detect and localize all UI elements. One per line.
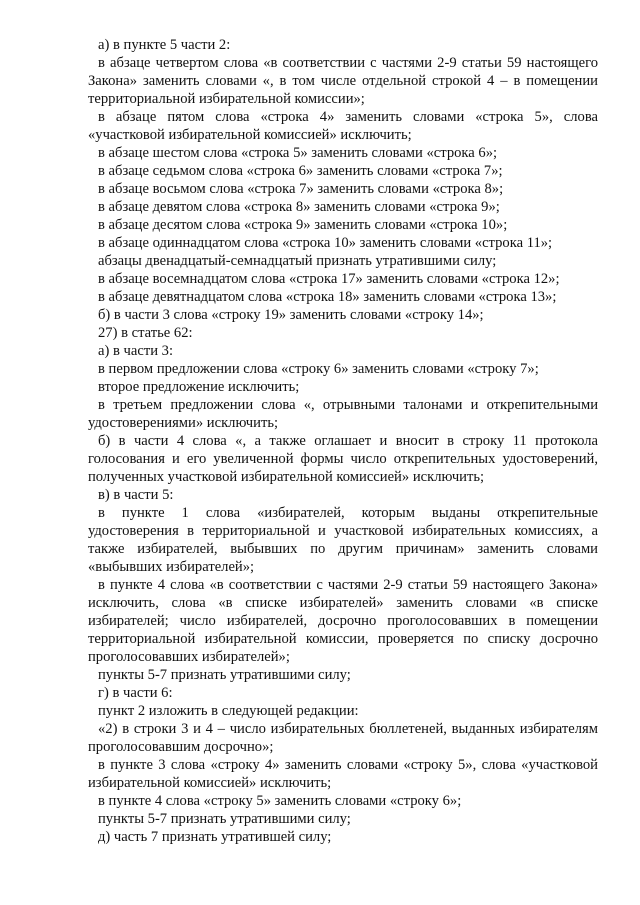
paragraph-9: в абзаце одиннадцатом слова «строка 10» заменить словами «строка 11»;: [98, 235, 553, 251]
paragraph-16: в первом предложении слова «строку 6» заменить словами «строку 7»;: [98, 361, 539, 377]
paragraph-12: в абзаце девятнадцатом слова «строка 18» заменить словами «строка 13»;: [98, 289, 557, 305]
paragraph-26: «2) в строки 3 и 4 – число избирательных бюллетеней, выданных избирателям проголосовавшим досрочно»;: [88, 721, 598, 755]
paragraph-2: в абзаце четвертом слова «в соответствии с частями 2-9 статьи 59 настоящего Закона» заменить словами «, в том числе отдельной строкой 4 – в помещении территориальной избирательной комиссии»;: [88, 55, 598, 107]
paragraph-19: б) в части 4 слова «, а также оглашает и вносит в строку 11 протокола голосования и его увеличенной формы число открепительных удостоверений, полученных участковой избирательной комиссией» исключить;: [88, 433, 598, 485]
paragraph-7: в абзаце девятом слова «строка 8» заменить словами «строка 9»;: [98, 199, 500, 215]
paragraph-8: в абзаце десятом слова «строка 9» заменить словами «строка 10»;: [98, 217, 508, 233]
paragraph-29: пункты 5-7 признать утратившими силу;: [98, 811, 351, 827]
paragraph-5: в абзаце седьмом слова «строка 6» заменить словами «строка 7»;: [98, 163, 503, 179]
paragraph-23: пункты 5-7 признать утратившими силу;: [98, 667, 351, 683]
paragraph-15: а) в части 3:: [98, 343, 174, 359]
paragraph-22: в пункте 4 слова «в соответствии с частями 2-9 статьи 59 настоящего Закона» исключить, слова «в списке избирателей» заменить словами «в списке избирателей; число избирателей, досрочно проголосовавших в помещении территориальной избирательной комиссии, проверяется по списку досрочно проголосовавших избирателей»;: [88, 577, 598, 665]
paragraph-27: в пункте 3 слова «строку 4» заменить словами «строку 5», слова «участковой избирательной комиссией» исключить;: [88, 757, 598, 791]
paragraph-1: а) в пункте 5 части 2:: [98, 37, 231, 53]
paragraph-17: второе предложение исключить;: [98, 379, 300, 395]
document-body: [88, 36, 598, 846]
paragraph-24: г) в части 6:: [98, 685, 173, 701]
paragraph-13: б) в части 3 слова «строку 19» заменить словами «строку 14»;: [98, 307, 484, 323]
paragraph-3: в абзаце пятом слова «строка 4» заменить словами «строка 5», слова «участковой избирательной комиссией» исключить;: [88, 109, 598, 143]
paragraph-6: в абзаце восьмом слова «строка 7» заменить словами «строка 8»;: [98, 181, 504, 197]
paragraph-21: в пункте 1 слова «избирателей, которым выданы открепительные удостоверения в территориальной и участковой избирательных комиссиях, а также избирателей, выбывших по другим причинам» заменить словами «выбывших избирателей»;: [88, 505, 598, 575]
paragraph-4: в абзаце шестом слова «строка 5» заменить словами «строка 6»;: [98, 145, 498, 161]
paragraph-30: д) часть 7 признать утратившей силу;: [98, 829, 332, 845]
paragraph-28: в пункте 4 слова «строку 5» заменить словами «строку 6»;: [98, 793, 462, 809]
paragraph-18: в третьем предложении слова «, отрывными талонами и открепительными удостоверениями» исключить;: [88, 397, 598, 431]
paragraph-10: абзацы двенадцатый-семнадцатый признать утратившими силу;: [98, 253, 497, 269]
paragraph-11: в абзаце восемнадцатом слова «строка 17» заменить словами «строка 12»;: [98, 271, 560, 287]
paragraph-25: пункт 2 изложить в следующей редакции:: [98, 703, 359, 719]
paragraph-14: 27) в статье 62:: [98, 325, 193, 341]
paragraph-20: в) в части 5:: [98, 487, 174, 503]
